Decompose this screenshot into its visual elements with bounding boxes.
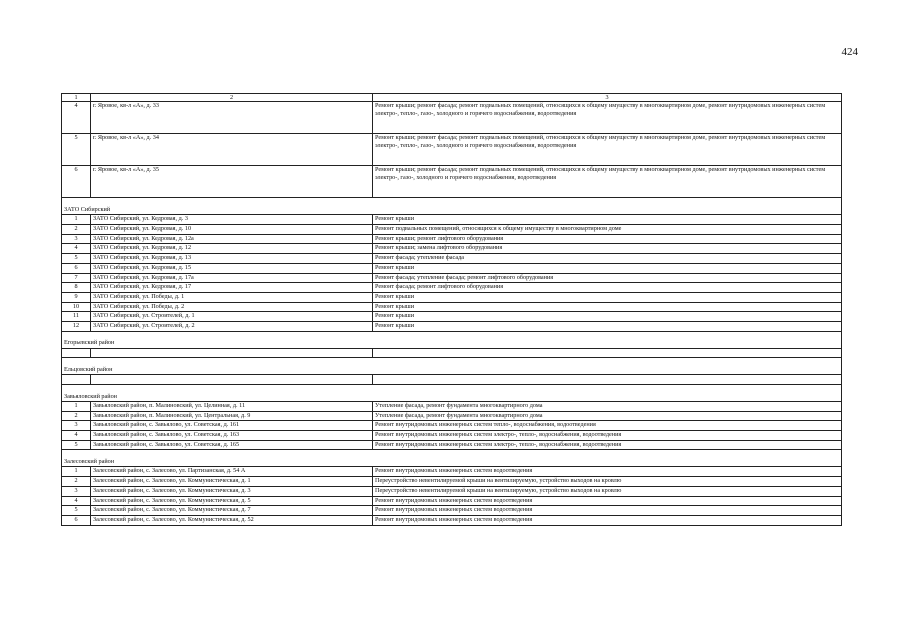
row-address: Залесовский район, с. Залесово, ул. Коммунистическая, д. 5 bbox=[91, 496, 373, 506]
row-work: Ремонт внутридомовых инженерных систем электро-, тепло-, водоснабжения, водоотведения bbox=[373, 431, 842, 441]
table-row bbox=[62, 486, 842, 496]
column-header-address: 2 bbox=[91, 94, 373, 102]
table-row bbox=[62, 496, 842, 506]
empty-cell bbox=[373, 348, 842, 358]
row-number: 6 bbox=[62, 166, 91, 198]
row-address: Залесовский район, с. Залесово, ул. Коммунистическая, д. 1 bbox=[91, 477, 373, 487]
row-work: Утепление фасада, ремонт фундамента многоквартирного дома bbox=[373, 411, 842, 421]
table-header-row bbox=[62, 94, 842, 102]
empty-cell bbox=[91, 375, 373, 385]
row-number: 6 bbox=[62, 515, 91, 525]
section-title: ЗАТО Сибирский bbox=[62, 198, 842, 215]
row-work: Ремонт внутридомовых инженерных систем водоотведения bbox=[373, 496, 842, 506]
row-address: Завьяловский район, п. Малиновский, ул. Центральная, д. 9 bbox=[91, 411, 373, 421]
table-row bbox=[62, 477, 842, 487]
row-work: Переустройство невентилируемой крыши на вентилируемую, устройство выходов на кровлю bbox=[373, 486, 842, 496]
row-work: Ремонт внутридомовых инженерных систем тепло-, водоснабжения, водоотведения bbox=[373, 421, 842, 431]
row-number: 9 bbox=[62, 292, 91, 302]
section-header-sibirsky bbox=[62, 198, 842, 215]
row-work: Ремонт крыши bbox=[373, 321, 842, 331]
row-address: ЗАТО Сибирский, ул. Кедровая, д. 13 bbox=[91, 254, 373, 264]
row-address: ЗАТО Сибирский, ул. Кедровая, д. 15 bbox=[91, 263, 373, 273]
table-row bbox=[62, 421, 842, 431]
empty-row bbox=[62, 348, 842, 358]
row-address: Завьяловский район, с. Завьялово, ул. Советская, д. 163 bbox=[91, 431, 373, 441]
table-row bbox=[62, 467, 842, 477]
row-address: г. Яровое, кв-л «А», д. 35 bbox=[91, 166, 373, 198]
row-work: Ремонт фасада; ремонт лифтового оборудования bbox=[373, 283, 842, 293]
row-number: 5 bbox=[62, 506, 91, 516]
table-row bbox=[62, 440, 842, 450]
table-row bbox=[62, 215, 842, 225]
row-work: Ремонт внутридомовых инженерных систем водоотведения bbox=[373, 467, 842, 477]
column-header-number: 1 bbox=[62, 94, 91, 102]
row-number: 11 bbox=[62, 312, 91, 322]
row-number: 6 bbox=[62, 263, 91, 273]
row-address: ЗАТО Сибирский, ул. Кедровая, д. 3 bbox=[91, 215, 373, 225]
row-work: Ремонт крыши; ремонт лифтового оборудования bbox=[373, 234, 842, 244]
section-title: Ельцовский район bbox=[62, 358, 842, 375]
table-row bbox=[62, 283, 842, 293]
row-address: Залесовский район, с. Залесово, ул. Коммунистическая, д. 3 bbox=[91, 486, 373, 496]
row-address: ЗАТО Сибирский, ул. Кедровая, д. 17 bbox=[91, 283, 373, 293]
section-header-egorievsky bbox=[62, 331, 842, 348]
row-address: ЗАТО Сибирский, ул. Строителей, д. 2 bbox=[91, 321, 373, 331]
section-header-eltsovsky bbox=[62, 358, 842, 375]
table-row bbox=[62, 166, 842, 198]
row-address: Завьяловский район, с. Завьялово, ул. Советская, д. 161 bbox=[91, 421, 373, 431]
table-row bbox=[62, 506, 842, 516]
row-work: Ремонт подвальных помещений, относящихся к общему имуществу в многоквартирном доме bbox=[373, 225, 842, 235]
table-row bbox=[62, 292, 842, 302]
row-number: 1 bbox=[62, 215, 91, 225]
table-row bbox=[62, 321, 842, 331]
row-number: 2 bbox=[62, 477, 91, 487]
row-work: Ремонт фасада; утепление фасада bbox=[373, 254, 842, 264]
row-number: 3 bbox=[62, 486, 91, 496]
row-number: 2 bbox=[62, 411, 91, 421]
row-work: Ремонт внутридомовых инженерных систем электро-, тепло-, водоснабжения, водоотведения bbox=[373, 440, 842, 450]
row-number: 4 bbox=[62, 496, 91, 506]
section-title: Завьяловский район bbox=[62, 385, 842, 402]
table-row bbox=[62, 515, 842, 525]
table-row bbox=[62, 263, 842, 273]
table-row bbox=[62, 431, 842, 441]
row-number: 7 bbox=[62, 273, 91, 283]
row-address: ЗАТО Сибирский, ул. Кедровая, д. 12 bbox=[91, 244, 373, 254]
row-work: Ремонт крыши bbox=[373, 215, 842, 225]
row-work: Ремонт крыши; ремонт фасада; ремонт подвальных помещений, относящихся к общему имуществу в многоквартирном доме, ремонт внутридомовых инженерных систем электро-, газо-, холодного и горячего водоснабжения, водоотведения bbox=[373, 166, 842, 198]
row-address: Залесовский район, с. Залесово, ул. Коммунистическая, д. 52 bbox=[91, 515, 373, 525]
row-number: 4 bbox=[62, 431, 91, 441]
table-row bbox=[62, 102, 842, 134]
empty-cell bbox=[62, 348, 91, 358]
table-row bbox=[62, 273, 842, 283]
table-row bbox=[62, 254, 842, 264]
row-work: Переустройство невентилируемой крыши на вентилируемую, устройство выходов на кровлю bbox=[373, 477, 842, 487]
row-work: Утепление фасада, ремонт фундамента многоквартирного дома bbox=[373, 402, 842, 412]
row-work: Ремонт крыши bbox=[373, 263, 842, 273]
repair-program-table bbox=[61, 93, 842, 526]
row-number: 5 bbox=[62, 254, 91, 264]
row-address: ЗАТО Сибирский, ул. Победы, д. 1 bbox=[91, 292, 373, 302]
table-row bbox=[62, 402, 842, 412]
section-title: Залесовский район bbox=[62, 450, 842, 467]
table-row bbox=[62, 411, 842, 421]
row-address: г. Яровое, кв-л «А», д. 33 bbox=[91, 102, 373, 134]
row-number: 2 bbox=[62, 225, 91, 235]
row-work: Ремонт внутридомовых инженерных систем водоотведения bbox=[373, 515, 842, 525]
row-work: Ремонт крыши bbox=[373, 312, 842, 322]
row-address: Завьяловский район, п. Малиновский, ул. Целинная, д. 11 bbox=[91, 402, 373, 412]
row-number: 4 bbox=[62, 102, 91, 134]
row-work: Ремонт крыши; ремонт фасада; ремонт подвальных помещений, относящихся к общему имуществу в многоквартирном доме, ремонт внутридомовых инженерных систем электро-, тепло-, газо-, холодного и горячего водоснабжения, водоотведения bbox=[373, 102, 842, 134]
row-address: Залесовский район, с. Залесово, ул. Партизанская, д. 54 А bbox=[91, 467, 373, 477]
row-number: 10 bbox=[62, 302, 91, 312]
row-work: Ремонт внутридомовых инженерных систем водоотведения bbox=[373, 506, 842, 516]
table-row bbox=[62, 134, 842, 166]
row-address: ЗАТО Сибирский, ул. Победы, д. 2 bbox=[91, 302, 373, 312]
section-header-zavyalovsky bbox=[62, 385, 842, 402]
row-address: Завьяловский район, с. Завьялово, ул. Советская, д. 165 bbox=[91, 440, 373, 450]
empty-cell bbox=[91, 348, 373, 358]
empty-cell bbox=[62, 375, 91, 385]
row-address: ЗАТО Сибирский, ул. Кедровая, д. 12а bbox=[91, 234, 373, 244]
row-address: г. Яровое, кв-л «А», д. 34 bbox=[91, 134, 373, 166]
row-work: Ремонт крыши; ремонт фасада; ремонт подвальных помещений, относящихся к общему имуществу в многоквартирном доме, ремонт внутридомовых инженерных систем электро-, тепло-, газо-, холодного и горячего водоснабжения, водоотведения bbox=[373, 134, 842, 166]
row-number: 5 bbox=[62, 440, 91, 450]
table-row bbox=[62, 225, 842, 235]
section-header-zalesovsky bbox=[62, 450, 842, 467]
row-work: Ремонт фасада; утепление фасада; ремонт лифтового оборудования bbox=[373, 273, 842, 283]
row-number: 3 bbox=[62, 234, 91, 244]
row-number: 3 bbox=[62, 421, 91, 431]
row-address: ЗАТО Сибирский, ул. Кедровая, д. 10 bbox=[91, 225, 373, 235]
row-number: 5 bbox=[62, 134, 91, 166]
table-row bbox=[62, 244, 842, 254]
row-work: Ремонт крыши bbox=[373, 292, 842, 302]
row-work: Ремонт крыши bbox=[373, 302, 842, 312]
empty-row bbox=[62, 375, 842, 385]
section-title: Егорьевский район bbox=[62, 331, 842, 348]
row-number: 4 bbox=[62, 244, 91, 254]
table-row bbox=[62, 312, 842, 322]
row-number: 1 bbox=[62, 402, 91, 412]
row-address: ЗАТО Сибирский, ул. Кедровая, д. 17а bbox=[91, 273, 373, 283]
row-address: ЗАТО Сибирский, ул. Строителей, д. 1 bbox=[91, 312, 373, 322]
row-number: 1 bbox=[62, 467, 91, 477]
empty-cell bbox=[373, 375, 842, 385]
column-header-work: 3 bbox=[373, 94, 842, 102]
row-number: 8 bbox=[62, 283, 91, 293]
table-row bbox=[62, 234, 842, 244]
page-number: 424 bbox=[841, 46, 858, 58]
row-number: 12 bbox=[62, 321, 91, 331]
table-row bbox=[62, 302, 842, 312]
row-work: Ремонт крыши; замена лифтового оборудования bbox=[373, 244, 842, 254]
row-address: Залесовский район, с. Залесово, ул. Коммунистическая, д. 7 bbox=[91, 506, 373, 516]
